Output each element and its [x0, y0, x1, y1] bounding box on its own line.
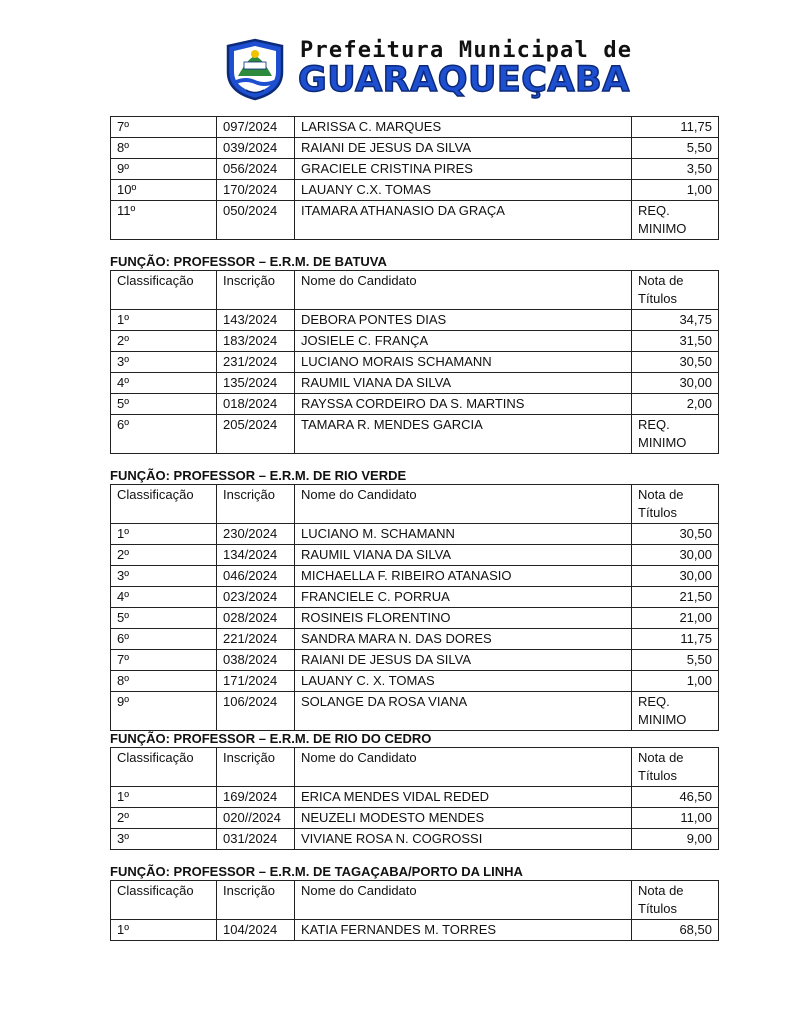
nota-cell: [632, 201, 719, 240]
candidate-name-cell: DEBORA PONTES DIAS: [295, 310, 632, 331]
req-minimo-line-1: REQ.: [638, 694, 670, 709]
candidate-name-cell: LAUANY C. X. TOMAS: [295, 671, 632, 692]
header-nome: Nome do Candidato: [295, 271, 632, 310]
inscricao-cell: 050/2024: [217, 201, 295, 240]
header-inscricao: Inscrição: [217, 881, 295, 920]
table-row: [111, 587, 719, 608]
nota-cell: [632, 692, 719, 731]
nota-cell: 11,00: [632, 808, 719, 829]
header-nome: Nome do Candidato: [295, 485, 632, 524]
classificacao-cell: 7º: [111, 117, 217, 138]
inscricao-cell: 038/2024: [217, 650, 295, 671]
nota-cell: 2,00: [632, 394, 719, 415]
inscricao-cell: 028/2024: [217, 608, 295, 629]
inscricao-cell: 221/2024: [217, 629, 295, 650]
classificacao-cell: 5º: [111, 394, 217, 415]
results-table: [110, 484, 719, 731]
nota-cell: 68,50: [632, 920, 719, 941]
classificacao-cell: 2º: [111, 545, 217, 566]
header-nota-line-1: Nota de: [638, 883, 684, 898]
nota-cell: 30,50: [632, 352, 719, 373]
table-row: [111, 787, 719, 808]
nota-cell: 5,50: [632, 138, 719, 159]
nota-cell: 30,50: [632, 524, 719, 545]
classificacao-cell: 5º: [111, 608, 217, 629]
candidate-name-cell: SOLANGE DA ROSA VIANA: [295, 692, 632, 731]
classificacao-cell: 3º: [111, 352, 217, 373]
candidate-name-cell: ROSINEIS FLORENTINO: [295, 608, 632, 629]
nota-cell: 5,50: [632, 650, 719, 671]
header-nota: [632, 271, 719, 310]
nota-cell: 46,50: [632, 787, 719, 808]
header-nota-line-1: Nota de: [638, 487, 684, 502]
candidate-name-cell: GRACIELE CRISTINA PIRES: [295, 159, 632, 180]
inscricao-cell: 018/2024: [217, 394, 295, 415]
header-classificacao: Classificação: [111, 271, 217, 310]
table-row: [111, 180, 719, 201]
header-nota-line-2: Títulos: [638, 505, 678, 520]
candidate-name-cell: LARISSA C. MARQUES: [295, 117, 632, 138]
classificacao-cell: 1º: [111, 787, 217, 808]
candidate-name-cell: RAUMIL VIANA DA SILVA: [295, 545, 632, 566]
table-row: [111, 524, 719, 545]
section-title: FUNÇÃO: PROFESSOR – E.R.M. DE BATUVA: [110, 254, 387, 269]
candidate-name-cell: RAUMIL VIANA DA SILVA: [295, 373, 632, 394]
inscricao-cell: 104/2024: [217, 920, 295, 941]
classificacao-cell: 8º: [111, 671, 217, 692]
inscricao-cell: 205/2024: [217, 415, 295, 454]
classificacao-cell: 2º: [111, 331, 217, 352]
classificacao-cell: 4º: [111, 373, 217, 394]
nota-cell: 30,00: [632, 373, 719, 394]
candidate-name-cell: RAIANI DE JESUS DA SILVA: [295, 650, 632, 671]
classificacao-cell: 2º: [111, 808, 217, 829]
classificacao-cell: 3º: [111, 829, 217, 850]
classificacao-cell: 1º: [111, 920, 217, 941]
table-row: [111, 920, 719, 941]
header-inscricao: Inscrição: [217, 748, 295, 787]
inscricao-cell: 031/2024: [217, 829, 295, 850]
table-header-row: [111, 271, 719, 310]
section-gap: [110, 454, 718, 468]
req-minimo-line-1: REQ.: [638, 203, 670, 218]
page-header: [222, 36, 633, 102]
inscricao-cell: 106/2024: [217, 692, 295, 731]
inscricao-cell: 046/2024: [217, 566, 295, 587]
candidate-name-cell: ITAMARA ATHANASIO DA GRAÇA: [295, 201, 632, 240]
candidate-name-cell: LAUANY C.X. TOMAS: [295, 180, 632, 201]
inscricao-cell: 231/2024: [217, 352, 295, 373]
classificacao-cell: 1º: [111, 524, 217, 545]
inscricao-cell: 020//2024: [217, 808, 295, 829]
table-header-row: [111, 748, 719, 787]
table-row: [111, 310, 719, 331]
inscricao-cell: 097/2024: [217, 117, 295, 138]
candidate-name-cell: FRANCIELE C. PORRUA: [295, 587, 632, 608]
inscricao-cell: 039/2024: [217, 138, 295, 159]
classificacao-cell: 11º: [111, 201, 217, 240]
classificacao-cell: 1º: [111, 310, 217, 331]
results-table-continued: [110, 116, 719, 240]
candidate-name-cell: RAIANI DE JESUS DA SILVA: [295, 138, 632, 159]
req-minimo-line-2: MINIMO: [638, 435, 687, 450]
table-row: [111, 808, 719, 829]
header-nota-line-1: Nota de: [638, 273, 684, 288]
table-row: [111, 650, 719, 671]
classificacao-cell: 9º: [111, 692, 217, 731]
classificacao-cell: 6º: [111, 629, 217, 650]
table-row: [111, 373, 719, 394]
header-nota-line-1: Nota de: [638, 750, 684, 765]
classificacao-cell: 3º: [111, 566, 217, 587]
nota-cell: 21,50: [632, 587, 719, 608]
classificacao-cell: 7º: [111, 650, 217, 671]
nota-cell: 31,50: [632, 331, 719, 352]
header-nota: [632, 881, 719, 920]
table-row: [111, 138, 719, 159]
table-row: [111, 201, 719, 240]
candidate-name-cell: KATIA FERNANDES M. TORRES: [295, 920, 632, 941]
table-row: [111, 394, 719, 415]
header-nome: Nome do Candidato: [295, 881, 632, 920]
req-minimo-line-2: MINIMO: [638, 221, 687, 236]
candidate-name-cell: MICHAELLA F. RIBEIRO ATANASIO: [295, 566, 632, 587]
nota-cell: 11,75: [632, 629, 719, 650]
nota-cell: [632, 415, 719, 454]
candidate-name-cell: ERICA MENDES VIDAL REDED: [295, 787, 632, 808]
section-gap: [110, 850, 718, 864]
candidate-name-cell: NEUZELI MODESTO MENDES: [295, 808, 632, 829]
header-nota-line-2: Títulos: [638, 901, 678, 916]
classificacao-cell: 9º: [111, 159, 217, 180]
table-row: [111, 671, 719, 692]
nota-cell: 1,00: [632, 671, 719, 692]
table-row: [111, 692, 719, 731]
header-inscricao: Inscrição: [217, 485, 295, 524]
nota-cell: 30,00: [632, 545, 719, 566]
table-row: [111, 545, 719, 566]
section-title: FUNÇÃO: PROFESSOR – E.R.M. DE RIO DO CEDRO: [110, 731, 432, 746]
nota-cell: 21,00: [632, 608, 719, 629]
results-table: [110, 747, 719, 850]
nota-cell: 3,50: [632, 159, 719, 180]
results-table: [110, 270, 719, 454]
table-row: [111, 608, 719, 629]
candidate-name-cell: RAYSSA CORDEIRO DA S. MARTINS: [295, 394, 632, 415]
inscricao-cell: 171/2024: [217, 671, 295, 692]
req-minimo-line-2: MINIMO: [638, 712, 687, 727]
results-table: [110, 880, 719, 941]
inscricao-cell: 135/2024: [217, 373, 295, 394]
header-classificacao: Classificação: [111, 881, 217, 920]
table-row: [111, 352, 719, 373]
header-classificacao: Classificação: [111, 485, 217, 524]
header-nota: [632, 485, 719, 524]
inscricao-cell: 169/2024: [217, 787, 295, 808]
section-title: FUNÇÃO: PROFESSOR – E.R.M. DE TAGAÇABA/PORTO DA LINHA: [110, 864, 523, 879]
req-minimo-line-1: REQ.: [638, 417, 670, 432]
header-nome: Nome do Candidato: [295, 748, 632, 787]
table-row: [111, 331, 719, 352]
nota-cell: 30,00: [632, 566, 719, 587]
classificacao-cell: 10º: [111, 180, 217, 201]
header-nota: [632, 748, 719, 787]
header-inscricao: Inscrição: [217, 271, 295, 310]
brand-line-1: Prefeitura Municipal de: [300, 38, 633, 63]
section-gap: [110, 240, 718, 254]
inscricao-cell: 230/2024: [217, 524, 295, 545]
nota-cell: 1,00: [632, 180, 719, 201]
nota-cell: 11,75: [632, 117, 719, 138]
header-classificacao: Classificação: [111, 748, 217, 787]
candidate-name-cell: JOSIELE C. FRANÇA: [295, 331, 632, 352]
classificacao-cell: 8º: [111, 138, 217, 159]
classificacao-cell: 6º: [111, 415, 217, 454]
candidate-name-cell: LUCIANO MORAIS SCHAMANN: [295, 352, 632, 373]
nota-cell: 9,00: [632, 829, 719, 850]
candidate-name-cell: SANDRA MARA N. DAS DORES: [295, 629, 632, 650]
coat-of-arms-logo-icon: [222, 36, 288, 102]
table-row: [111, 415, 719, 454]
header-nota-line-2: Títulos: [638, 768, 678, 783]
brand-line-2: GUARAQUEÇABA: [298, 60, 630, 100]
table-row: [111, 117, 719, 138]
header-nota-line-2: Títulos: [638, 291, 678, 306]
candidate-name-cell: TAMARA R. MENDES GARCIA: [295, 415, 632, 454]
nota-cell: 34,75: [632, 310, 719, 331]
table-row: [111, 829, 719, 850]
results-content: [110, 116, 718, 941]
table-row: [111, 629, 719, 650]
candidate-name-cell: VIVIANE ROSA N. COGROSSI: [295, 829, 632, 850]
section-title: FUNÇÃO: PROFESSOR – E.R.M. DE RIO VERDE: [110, 468, 407, 483]
inscricao-cell: 134/2024: [217, 545, 295, 566]
candidate-name-cell: LUCIANO M. SCHAMANN: [295, 524, 632, 545]
table-row: [111, 566, 719, 587]
inscricao-cell: 023/2024: [217, 587, 295, 608]
inscricao-cell: 056/2024: [217, 159, 295, 180]
table-header-row: [111, 485, 719, 524]
classificacao-cell: 4º: [111, 587, 217, 608]
inscricao-cell: 170/2024: [217, 180, 295, 201]
table-row: [111, 159, 719, 180]
inscricao-cell: 143/2024: [217, 310, 295, 331]
table-header-row: [111, 881, 719, 920]
inscricao-cell: 183/2024: [217, 331, 295, 352]
